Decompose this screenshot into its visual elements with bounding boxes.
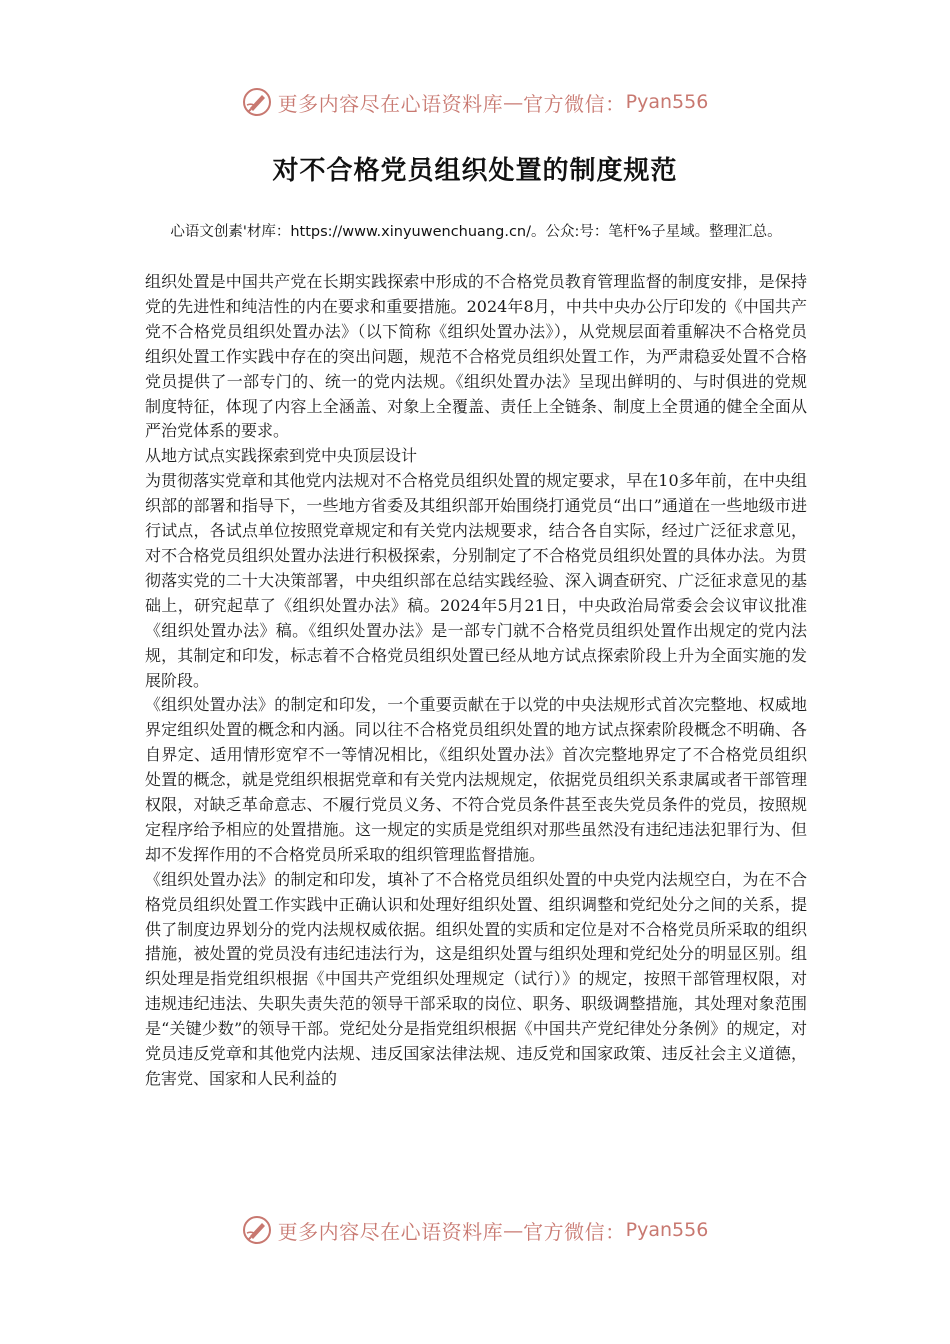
source-line: 心语文创素'材库：https://www.xinyuwenchuang.cn/。公众:号：笔杆%子星域。整理汇总。 (170, 224, 782, 240)
paragraph: 《组织处置办法》的制定和印发，一个重要贡献在于以党的中央法规形式首次完整地、权威地界定组织处置的概念和内涵。同以往不合格党员组织处置的地方试点探索阶段概念不明确、各自界定、适用情形宽窄不一等情况相比，《组织处置办法》首次完整地界定了不合格党员组织处置的概念，就是党组织根据党章和有关党内法规规定，依据党员组织关系隶属或者干部管理权限，对缺乏革命意志、不履行党员义务、不符合党员条件甚至丧失党员条件的党员，按照规定程序给予相应的处置措施。这一规定的实质是党组织对那些虽然没有违纪违法犯罪行为、但却不发挥作用的不合格党员所采取的组织管理监督措施。 (145, 695, 807, 864)
paragraph: 《组织处置办法》的制定和印发，填补了不合格党员组织处置的中央党内法规空白，为在不合格党员组织处置工作实践中正确认识和处理好组织处置、组织调整和党纪处分之间的关系，提供了制度边界划分的党内法规权威依据。组织处置的实质和定位是对不合格党员所采取的组织措施，被处置的党员没有违纪违法行为，这是组织处置与组织处理和党纪处分的明显区别。组织处理是指党组织根据《中国共产党组织处理规定（试行）》的规定，按照干部管理权限，对违规违纪违法、失职失责失范的领导干部采取的岗位、职务、职级调整措施，其处理对象范围是“关键少数”的领导干部。党纪处分是指党组织根据《中国共产党纪律处分条例》的规定，对党员违反党章和其他党内法规、违反国家法律法规、违反党和国家政策、违反社会主义道德，危害党、国家和人民利益的 (145, 869, 807, 1088)
banner-wechat-id: Pyan556 (625, 91, 709, 113)
paragraph: 组织处置是中国共产党在长期实践探索中形成的不合格党员教育管理监督的制度安排，是保持党的先进性和纯洁性的内在要求和重要措施。2024年8月，中共中央办公厅印发的《中国共产党不合格党员组织处置办法》（以下简称《组织处置办法》），从党规层面着重解决不合格党员组织处置工作实践中存在的突出问题，规范不合格党员组织处置工作，为严肃稳妥处置不合格党员提供了一部专门的、统一的党内法规。《组织处置办法》呈现出鲜明的、与时俱进的党规制度特征，体现了内容上全涵盖、对象上全覆盖、责任上全链条、制度上全贯通的健全全面从严治党体系的要求。 (145, 272, 807, 441)
paragraph: 为贯彻落实党章和其他党内法规对不合格党员组织处置的规定要求，早在10多年前，在中央组织部的部署和指导下，一些地方省委及其组织部开始围绕打通党员“出口”通道在一些地级市进行试点，各试点单位按照党章规定和有关党内法规要求，结合各自实际，经过广泛征求意见，对不合格党员组织处置办法进行积极探索，分别制定了不合格党员组织处置的具体办法。为贯彻落实党的二十大决策部署，中央组织部在总结实践经验、深入调查研究、广泛征求意见的基础上，研究起草了《组织处置办法》稿。2024年5月21日，中央政治局常委会会议审议批准《组织处置办法》稿。《组织处置办法》是一部专门就不合格党员组织处置作出规定的党内法规，其制定和印发，标志着不合格党员组织处置已经从地方试点探索阶段上升为全面实施的发展阶段。 (145, 471, 807, 690)
header-banner (0, 82, 950, 122)
banner-separator: — (503, 90, 524, 114)
banner-official: 官方微信： (523, 91, 626, 116)
banner-separator: — (503, 1218, 524, 1242)
document-title: 对不合格党员组织处置的制度规范 (272, 156, 678, 186)
document-body (145, 270, 807, 1092)
banner-text: 更多内容尽在心语资料库 (277, 1219, 504, 1244)
banner-wechat-id: Pyan556 (625, 1219, 709, 1241)
footer-banner (0, 1210, 950, 1250)
section-heading: 从地方试点实践探索到党中央顶层设计 (145, 446, 418, 466)
writing-hand-icon (242, 87, 272, 117)
writing-hand-icon (242, 1215, 272, 1245)
banner-official: 官方微信： (523, 1219, 626, 1244)
banner-text: 更多内容尽在心语资料库 (277, 91, 504, 116)
